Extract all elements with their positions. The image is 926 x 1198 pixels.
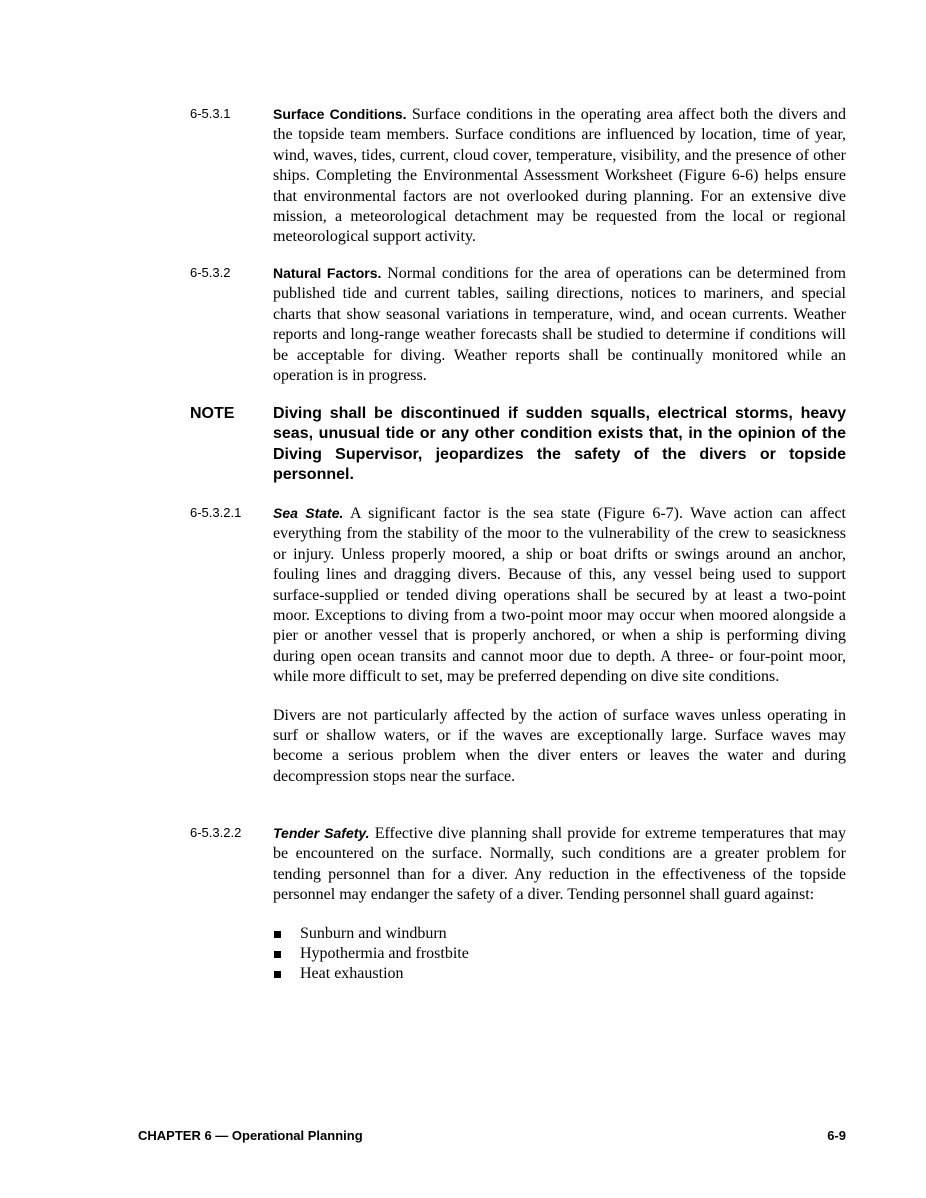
section-6-5-3-2-2	[190, 823, 846, 985]
section-body	[273, 263, 846, 386]
list-item	[273, 924, 846, 944]
section-number: 6-5.3.1	[190, 106, 231, 121]
section-heading: Sea State.	[273, 505, 344, 521]
section-number: 6-5.3.2	[190, 265, 231, 280]
bullet-square-icon	[274, 971, 281, 978]
list-item-text: Heat exhaustion	[300, 965, 404, 983]
section-text: Normal conditions for the area of operations can be determined from published tide and current tables, sailing directions, notices to mariners, and special charts that show seasonal variations in temperature, wind, and ocean currents. Weather reports and long-range weather forecasts shall be studied to determine if conditions will be acceptable for diving. Weather reports shall be continually monitored while an operation is in progress.	[273, 265, 847, 385]
section-6-5-3-2-1	[190, 503, 846, 787]
section-6-5-3-2	[190, 263, 846, 386]
bullet-square-icon	[274, 931, 281, 938]
section-heading: Surface Conditions.	[273, 106, 407, 122]
note-text: Diving shall be discontinued if sudden squalls, electrical storms, heavy seas, unusual tide or any other condition exists that, in the opinion of the Diving Supervisor, jeopardizes the safety of the divers or topside personnel.	[273, 405, 846, 484]
section-number: 6-5.3.2.1	[190, 505, 242, 520]
section-body	[273, 823, 846, 906]
note-label: NOTE	[190, 405, 235, 422]
section-text: Effective dive planning shall provide for extreme temperatures that may be encountered on the surface. Normally, such conditions are a greater problem for tending personnel than for a diver. Any reduction in the effectiveness of the topside personnel may endanger the safety of a diver. Tending personnel shall guard against:	[273, 825, 847, 904]
section-heading: Tender Safety.	[273, 825, 370, 841]
footer-page-number: 6-9	[827, 1128, 846, 1143]
section-heading: Natural Factors.	[273, 265, 382, 281]
section-text: Surface conditions in the operating area affect both the divers and the topside team members. Surface conditions are influenced by location, time of year, wind, waves, tides, current, cloud cover, temperature, visibility, and the presence of other ships. Completing the Environmental Assessment Worksheet (Figure 6-6) helps ensure that environmental factors are not overlooked during planning. For an extensive dive mission, a meteorological detachment may be requested from the local or regional meteorological support activity.	[273, 106, 847, 246]
note-block	[190, 404, 846, 486]
bullet-square-icon	[274, 951, 281, 958]
list-item-text: Hypothermia and frostbite	[300, 945, 469, 963]
bullet-list	[273, 924, 846, 985]
section-text: A significant factor is the sea state (Figure 6-7). Wave action can affect everything from the stability of the moor to the vulnerability of the crew to seasickness or injury. Unless properly moored, a ship or boat drifts or swings around an anchor, fouling lines and dragging divers. Because of this, any vessel being used to support surface-supplied or tended diving operations shall be secured by at least a two-point moor. Exceptions to diving from a two-point moor may occur when moored alongside a pier or another vessel that is properly anchored, or when a ship is performing diving during open ocean transits and cannot moor due to depth. A three- or four-point moor, while more difficult to set, may be preferred depending on dive site conditions.	[273, 505, 847, 686]
list-item	[273, 964, 846, 984]
section-body-paragraph-2: Divers are not particularly affected by the action of surface waves unless operating in surf or shallow waters, or if the waves are exceptionally large. Surface waves may become a serious problem when the diver enters or leaves the water and during decompression stops near the surface.	[273, 706, 846, 785]
footer-chapter: CHAPTER 6 — Operational Planning	[138, 1128, 363, 1143]
section-body	[273, 503, 846, 688]
list-item-text: Sunburn and windburn	[300, 924, 447, 942]
section-6-5-3-1	[190, 104, 846, 248]
section-number: 6-5.3.2.2	[190, 825, 242, 840]
section-body	[273, 104, 846, 248]
list-item	[273, 944, 846, 964]
